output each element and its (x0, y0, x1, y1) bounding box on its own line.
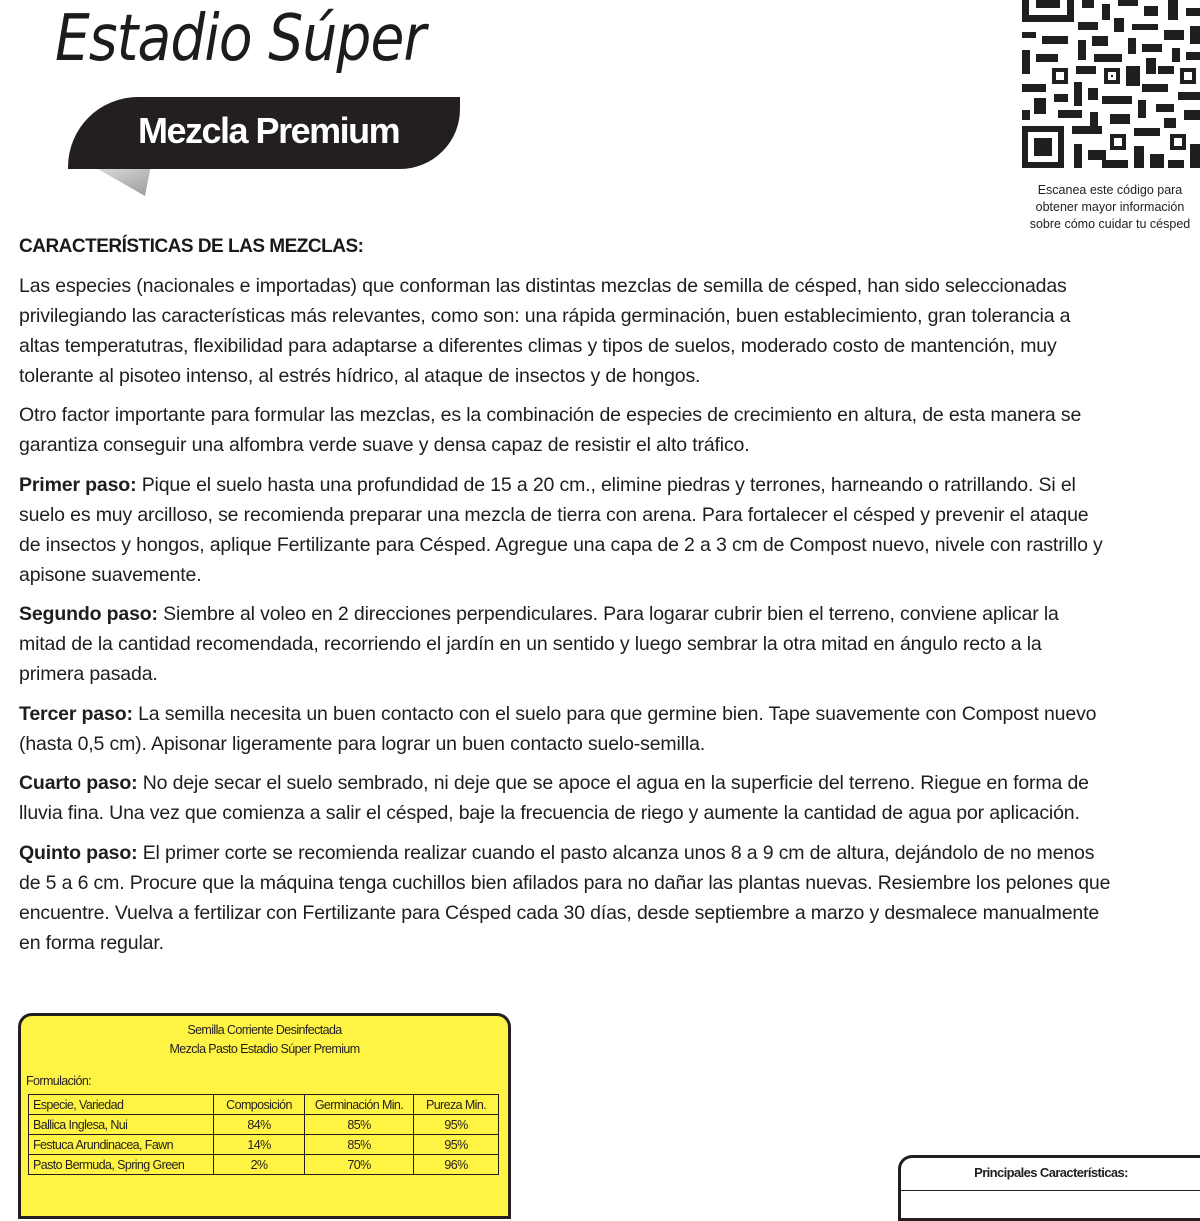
step-5-text: El primer corte se recomienda realizar cuando el pasto alcanza unos 8 a 9 cm de altura, dejándolo de no menos (137, 842, 1095, 864)
formulation-title-line1: Semilla Corriente Desinfectada (187, 1023, 342, 1037)
step-1-label: Primer paso: (19, 474, 137, 496)
paragraph-intro-line: tolerante al pisoteo intenso, al estrés hídrico, al ataque de insectos y de hongos. (19, 365, 701, 387)
table-row (29, 1155, 499, 1175)
step-5-line: encuentre. Vuelva a fertilizar con Fertilizante para Césped cada 30 días, desde septiembre a marzo y desmalece manualmente (19, 902, 1100, 924)
step-2-line: primera pasada. (19, 663, 158, 685)
formulation-label: Formulación: (26, 1074, 92, 1088)
cell-purity: 96% (414, 1155, 499, 1175)
cell-purity: 95% (414, 1135, 499, 1155)
step-5-label: Quinto paso: (19, 842, 138, 864)
formulation-title-line2: Mezcla Pasto Estadio Súper Premium (169, 1042, 360, 1056)
qr-caption (1000, 182, 1200, 233)
step-2-text: Siembre al voleo en 2 direcciones perpendiculares. Para logarar cubrir bien el terreno, conviene aplicar la (157, 603, 1059, 625)
step-3-line (19, 703, 1096, 726)
section-heading: CARACTERÍSTICAS DE LAS MEZCLAS: (19, 236, 364, 257)
table-header-row (29, 1095, 499, 1115)
cell-composition: 84% (214, 1115, 305, 1135)
paragraph-intro-line: Las especies (nacionales e importadas) que conforman las distintas mezclas de semilla de césped, han sido seleccionadas (19, 275, 1067, 297)
cell-species: Pasto Bermuda, Spring Green (29, 1155, 214, 1175)
formulation-box (18, 1013, 511, 1219)
paragraph-intro-line: privilegiando las características más relevantes, como son: una rápida germinación, buen establecimiento, gran tolerancia a (19, 305, 1071, 327)
column-header-germination: Germinación Min. (305, 1095, 414, 1115)
qr-caption-line: Escanea este código para (1037, 183, 1183, 197)
step-3-label: Tercer paso: (19, 703, 133, 725)
step-5-line: de 5 a 6 cm. Procure que la máquina tenga cuchillos bien afilados para no dañar las plantas nuevas. Resiembre los pelones que (19, 872, 1111, 894)
step-1-line: suelo es muy arcilloso, se recomienda preparar una mezcla de tierra con arena. Para fortalecer el césped y prevenir el ataque (19, 504, 1089, 526)
qr-caption-line: sobre cómo cuidar tu césped (1029, 217, 1191, 231)
characteristics-box (898, 1155, 1200, 1221)
step-4-label: Cuarto paso: (19, 772, 138, 794)
qr-caption-line: obtener mayor información (1035, 200, 1185, 214)
paragraph-factor-line: garantiza conseguir una alfombra verde suave y densa capaz de resistir el alto tráfico. (19, 434, 750, 456)
characteristics-title: Principales Características: (974, 1165, 1128, 1180)
cell-germination: 85% (305, 1135, 414, 1155)
step-1-line (19, 474, 1076, 497)
formulation-table (28, 1094, 499, 1175)
product-subtitle: Mezcla Premium (138, 110, 400, 151)
product-title: Estadio Súper (55, 2, 426, 76)
step-4-text: No deje secar el suelo sembrado, ni deje que se apoce el agua en la superficie del terreno. Riegue en forma de (137, 772, 1089, 794)
cell-species: Festuca Arundinacea, Fawn (29, 1135, 214, 1155)
step-2-line: mitad de la cantidad recomendada, recorriendo el jardín en un sentido y luego sembrar la otra mitad en ángulo recto a la (19, 633, 1042, 655)
step-4-line (19, 772, 1089, 795)
paragraph-factor-line: Otro factor importante para formular las mezclas, es la combinación de especies de crecimiento en altura, de esta manera se (19, 404, 1082, 426)
step-1-line: de insectos y hongos, aplique Fertilizante para Césped. Agregue una capa de 2 a 3 cm de Compost nuevo, nivele con rastrillo y (19, 534, 1103, 556)
step-3-text: La semilla necesita un buen contacto con el suelo para que germine bien. Tape suavemente con Compost nuevo (132, 703, 1097, 725)
cell-composition: 14% (214, 1135, 305, 1155)
step-2-line (19, 603, 1059, 626)
column-header-composition: Composición (214, 1095, 305, 1115)
step-1-text: Pique el suelo hasta una profundidad de 15 a 20 cm., elimine piedras y terrones, harneando o ratrillando. Si el (136, 474, 1076, 496)
step-5-line (19, 842, 1094, 865)
cell-composition: 2% (214, 1155, 305, 1175)
paragraph-intro-line: altas temperatutras, flexibilidad para adaptarse a diferentes climas y tipos de suelos, moderado costo de mantención, muy (19, 335, 1057, 357)
column-header-species: Especie, Variedad (29, 1095, 214, 1115)
step-1-line: apisone suavemente. (19, 564, 202, 586)
cell-germination: 70% (305, 1155, 414, 1175)
step-2-label: Segundo paso: (19, 603, 158, 625)
characteristics-divider (901, 1190, 1200, 1191)
cell-purity: 95% (414, 1115, 499, 1135)
cell-species: Ballica Inglesa, Nui (29, 1115, 214, 1135)
step-3-line: (hasta 0,5 cm). Apisonar ligeramente para lograr un buen contacto suelo-semilla. (19, 733, 706, 755)
cell-germination: 85% (305, 1115, 414, 1135)
table-row (29, 1115, 499, 1135)
step-4-line: lluvia fina. Una vez que comienza a salir el césped, baje la frecuencia de riego y aumente la cantidad de agua por aplicación. (19, 802, 1080, 824)
step-5-line: en forma regular. (19, 932, 164, 954)
qr-code-icon[interactable] (1018, 0, 1200, 172)
column-header-purity: Pureza Min. (414, 1095, 499, 1115)
table-row (29, 1135, 499, 1155)
